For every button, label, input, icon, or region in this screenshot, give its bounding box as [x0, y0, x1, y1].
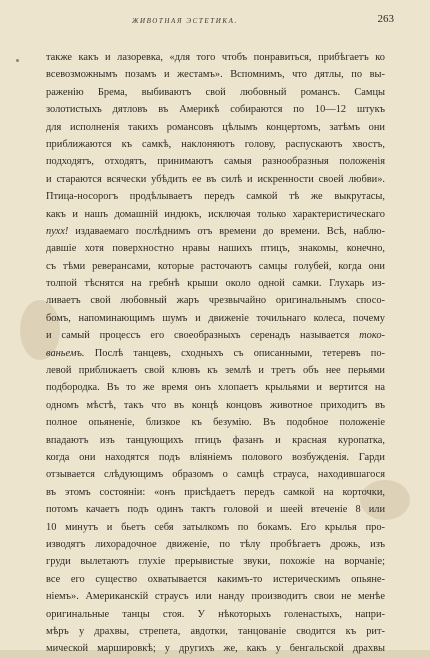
text-line: подбородка. Въ то же время онъ хлопаетъ крыльями и вертится на [46, 382, 385, 394]
margin-ink-dot [16, 59, 19, 62]
text-line: подходятъ, отходятъ, принимаютъ самыя разнообразныя положенія [46, 156, 385, 168]
text-line: ливаетъ свой любовный жаръ чрезвычайно оригинальнымъ спосо- [46, 295, 385, 307]
text-line: когда они находятся подъ вліяніемъ полового возбужденія. Гарди [46, 451, 385, 463]
text-line: и стараются всячески убѣдить ее въ силѣ и искренности своей любви». [46, 173, 385, 185]
text-line: отзывается слѣдующимъ образомъ о самцѣ страуса, находившагося [46, 469, 385, 481]
text-line: оригинальные танцы стоя. У нѣкоторыхъ голенастыхъ, напри- [46, 608, 385, 620]
text-line: всевозможнымъ позамъ и жестамъ». Вспомнимъ, что дятлы, по вы- [46, 69, 385, 81]
text-line: толпой тѣснятся на гребнѣ крыши около одной самки. Глухарь из- [46, 278, 385, 290]
running-title: ЖИВОТНАЯ ЭСТЕТИКА. [132, 17, 238, 25]
text-line: съ тѣми реверансами, которые расточаютъ самцы голубей, когда они [46, 260, 385, 272]
page-number: 263 [377, 13, 394, 25]
text-line: 10 минутъ и бьетъ себя затылкомъ по бокамъ. Его крылья про- [46, 521, 385, 533]
text-line: ваньемъ. Послѣ танцевъ, сходныхъ съ описанными, тетеревъ по- [46, 347, 385, 359]
text-line: потомъ качаетъ подъ одинъ тактъ головой и шеей втеченіе 8 или [46, 504, 385, 516]
text-line: ніемъ». Американскій страусъ или нанду производитъ свои не менѣе [46, 591, 385, 603]
text-line: одномъ мѣстѣ, такъ что въ концѣ концовъ животное приходитъ въ [46, 399, 385, 411]
text-line: впадаютъ изъ танцующихъ птицъ фазанъ и красная куропатка, [46, 434, 385, 446]
text-line: пухх! издаваемаго послѣднимъ отъ времени до времени. Всѣ, наблю- [46, 225, 385, 237]
text-line: въ этомъ состояніи: «онъ присѣдаетъ передъ самкой на корточки, [46, 486, 385, 498]
text-line: раженію Брема, выбиваютъ свой любовный романсъ. Самцы [46, 86, 385, 98]
text-line: левой приближаетъ свой клювъ къ землѣ и третъ объ нее перьями [46, 365, 385, 377]
text-line: золотистыхъ дятловъ въ Америкѣ собираются по 10—12 штукъ [46, 104, 385, 116]
body-text [46, 49, 385, 658]
text-line: изводятъ лихорадочное движеніе, по тѣлу пробѣгаетъ дрожь, изъ [46, 538, 385, 550]
text-line: и самый процессъ его своеобразныхъ серенадъ называется токо- [46, 330, 385, 342]
text-line: полное опьяненіе, близкое къ безумію. Въ подобное положеніе [46, 417, 385, 429]
text-line: бомъ, напоминающимъ шумъ и движеніе точильнаго колеса, почему [46, 312, 385, 324]
text-line: для исполненія такихъ романсовъ цѣлымъ концертомъ, затѣмъ они [46, 121, 385, 133]
text-line: мѣръ у драхвы, стрепета, авдотки, танцованіе сводится къ рит- [46, 625, 385, 637]
text-line: все его существо охватывается какимъ-то истерическимъ опьяне- [46, 573, 385, 585]
text-line: груди вылетаютъ глухіе прерывистые звуки, похожіе на ворчаніе; [46, 556, 385, 568]
text-line: приближаются къ самкѣ, наклоняютъ голову, распускаютъ хвостъ, [46, 138, 385, 150]
text-line: мической маршировкѣ; у другихъ же, какъ у бенгальской драхвы [46, 643, 385, 655]
text-line: какъ и нашъ домашній индюкъ, исключая только характеристическаго [46, 208, 385, 220]
text-line: давшіе хотя поверхностно нравы нашихъ птицъ, знакомы, конечно, [46, 243, 385, 255]
text-line: Птица-носорогъ продѣлываетъ передъ самкой тѣ же выкрутасы, [46, 191, 385, 203]
text-line: также какъ и лазоревка, «для того чтобъ понравиться, прибѣгаетъ ко [46, 52, 385, 63]
